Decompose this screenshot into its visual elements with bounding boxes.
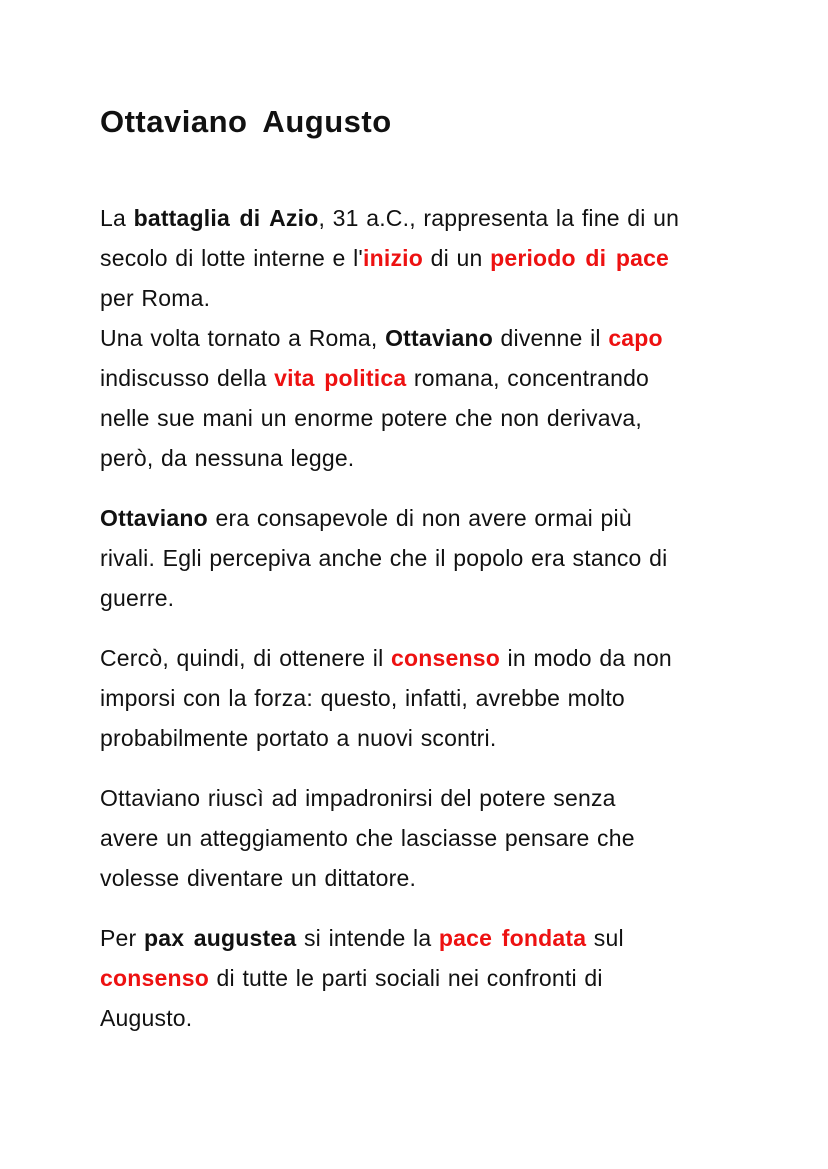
text-line bbox=[100, 538, 732, 578]
highlighted-text: pace fondata bbox=[438, 925, 587, 951]
text-line bbox=[100, 358, 732, 398]
text-line bbox=[100, 198, 732, 238]
text-line bbox=[100, 778, 732, 818]
text-line bbox=[100, 918, 732, 958]
body-text: probabilmente portato a nuovi scontri. bbox=[100, 725, 497, 751]
body-text: per Roma. bbox=[100, 285, 211, 311]
text-line bbox=[100, 858, 732, 898]
body-text: in modo da non bbox=[499, 645, 672, 671]
page-title: Ottaviano Augusto bbox=[100, 104, 392, 139]
text-line bbox=[100, 278, 732, 318]
body-text: romana, concentrando bbox=[406, 365, 650, 391]
body-text: di un bbox=[423, 245, 491, 271]
body-text: La bbox=[100, 205, 134, 231]
body-text: volesse diventare un dittatore. bbox=[100, 865, 417, 891]
paragraph bbox=[100, 778, 732, 898]
body-text: era consapevole di non avere ormai più bbox=[207, 505, 632, 531]
bold-text: Ottaviano bbox=[385, 325, 493, 351]
paragraph bbox=[100, 198, 732, 478]
body-text: avere un atteggiamento che lasciasse pensare che bbox=[100, 825, 635, 851]
text-line bbox=[100, 638, 732, 678]
paragraph bbox=[100, 638, 732, 758]
body-text: Augusto. bbox=[100, 1005, 193, 1031]
paragraph bbox=[100, 918, 732, 1038]
text-line bbox=[100, 818, 732, 858]
text-line bbox=[100, 398, 732, 438]
text-line bbox=[100, 958, 732, 998]
highlighted-text: inizio bbox=[363, 245, 424, 271]
body-text: Una volta tornato a Roma, bbox=[100, 325, 386, 351]
paragraph bbox=[100, 498, 732, 618]
text-line bbox=[100, 238, 732, 278]
bold-text: pax augustea bbox=[143, 925, 297, 951]
body-text: di tutte le parti sociali nei confronti di bbox=[208, 965, 603, 991]
text-line bbox=[100, 498, 732, 538]
bold-text: Ottaviano bbox=[100, 505, 208, 531]
highlighted-text: consenso bbox=[391, 645, 500, 671]
highlighted-text: vita politica bbox=[274, 365, 407, 391]
text-line bbox=[100, 438, 732, 478]
body-text: imporsi con la forza: questo, infatti, avrebbe molto bbox=[100, 685, 625, 711]
body-text: però, da nessuna legge. bbox=[100, 445, 355, 471]
body-text: secolo di lotte interne e l' bbox=[100, 245, 364, 271]
body-text: divenne il bbox=[492, 325, 609, 351]
highlighted-text: periodo di pace bbox=[490, 245, 670, 271]
body-text: sul bbox=[586, 925, 624, 951]
text-line bbox=[100, 578, 732, 618]
text-line bbox=[100, 718, 732, 758]
body-text: si intende la bbox=[296, 925, 439, 951]
body-text: nelle sue mani un enorme potere che non derivava, bbox=[100, 405, 643, 431]
highlighted-text: capo bbox=[608, 325, 663, 351]
body-text: guerre. bbox=[100, 585, 175, 611]
body-text: Cercò, quindi, di ottenere il bbox=[100, 645, 391, 671]
text-line bbox=[100, 678, 732, 718]
highlighted-text: consenso bbox=[100, 965, 209, 991]
document-body bbox=[100, 198, 732, 1038]
body-text: rivali. Egli percepiva anche che il popolo era stanco di bbox=[100, 545, 668, 571]
text-line bbox=[100, 998, 732, 1038]
bold-text: battaglia di Azio bbox=[133, 205, 319, 231]
body-text: indiscusso della bbox=[100, 365, 275, 391]
text-line bbox=[100, 318, 732, 358]
body-text: Per bbox=[100, 925, 144, 951]
body-text: Ottaviano riuscì ad impadronirsi del potere senza bbox=[100, 785, 616, 811]
body-text: , 31 a.C., rappresenta la fine di un bbox=[318, 205, 680, 231]
